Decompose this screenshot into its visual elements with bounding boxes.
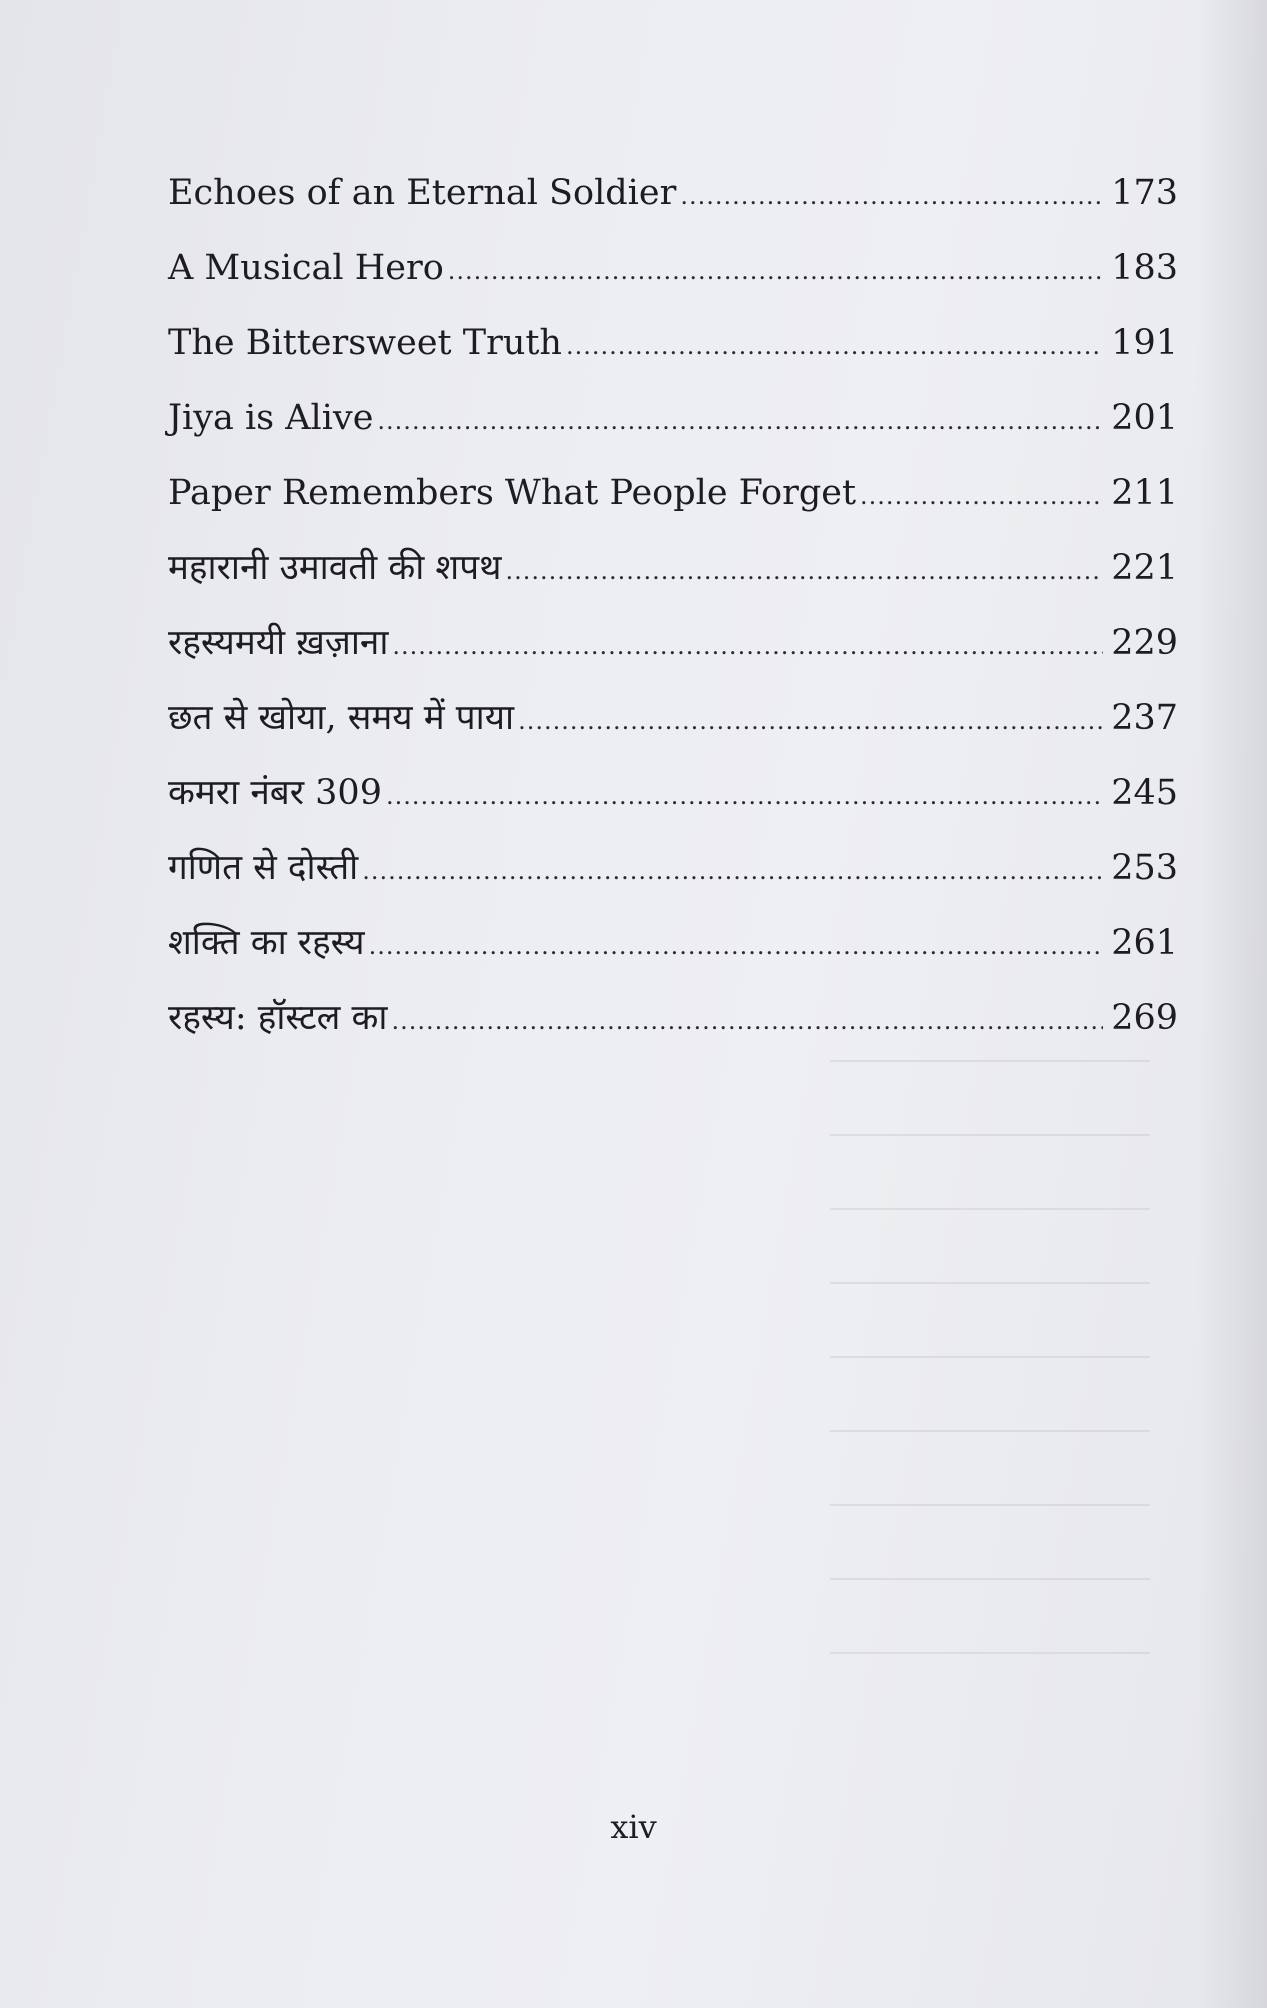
toc-entry-title: रहस्य: हॉस्टल का (168, 998, 388, 1038)
toc-entry (168, 890, 1178, 965)
toc-entry (168, 440, 1178, 515)
toc-entry-title: शक्ति का रहस्य (168, 923, 365, 963)
toc-entry (168, 590, 1178, 665)
toc-entry (168, 290, 1178, 365)
toc-entry-page: 201 (1111, 398, 1178, 438)
toc-leader-dots (377, 396, 1103, 440)
toc-entry-title: Paper Remembers What People Forget (168, 473, 857, 513)
page-number: xiv (610, 1808, 657, 1846)
toc-entry-page: 229 (1111, 623, 1178, 663)
toc-leader-dots (680, 171, 1103, 215)
toc-entry-title: कमरा नंबर 309 (168, 773, 382, 813)
toc-entry-page: 173 (1111, 173, 1178, 213)
page-edge-shadow (1197, 0, 1267, 2008)
toc-leader-dots (391, 996, 1103, 1040)
toc-entry (168, 515, 1178, 590)
toc-entry-page: 269 (1111, 998, 1178, 1038)
toc-entry (168, 665, 1178, 740)
toc-entry-page: 183 (1111, 248, 1178, 288)
table-of-contents (168, 140, 1178, 1040)
toc-entry-title: छत से खोया, समय में पाया (168, 698, 515, 738)
toc-entry (168, 965, 1178, 1040)
toc-entry (168, 215, 1178, 290)
toc-entry (168, 815, 1178, 890)
toc-leader-dots (386, 771, 1103, 815)
toc-leader-dots (392, 621, 1103, 665)
toc-entry-page: 253 (1111, 848, 1178, 888)
toc-leader-dots (505, 546, 1103, 590)
toc-entry (168, 140, 1178, 215)
toc-leader-dots (860, 471, 1103, 515)
toc-entry-page: 245 (1111, 773, 1178, 813)
toc-leader-dots (566, 321, 1103, 365)
toc-entry-page: 211 (1111, 473, 1178, 513)
toc-entry (168, 740, 1178, 815)
toc-leader-dots (362, 846, 1103, 890)
toc-entry-title: गणित से दोस्ती (168, 848, 359, 888)
toc-entry-title: रहस्यमयी ख़ज़ाना (168, 623, 389, 663)
toc-entry-title: Jiya is Alive (168, 398, 374, 438)
toc-entry-page: 261 (1111, 923, 1178, 963)
toc-entry-page: 191 (1111, 323, 1178, 363)
toc-entry-page: 221 (1111, 548, 1178, 588)
toc-leader-dots (448, 246, 1103, 290)
toc-leader-dots (518, 696, 1103, 740)
toc-entry-title: A Musical Hero (168, 248, 444, 288)
show-through-lines (830, 1060, 1150, 1760)
toc-entry-title: Echoes of an Eternal Soldier (168, 173, 677, 213)
toc-entry (168, 365, 1178, 440)
toc-leader-dots (369, 921, 1104, 965)
toc-entry-title: The Bittersweet Truth (168, 323, 562, 363)
toc-entry-title: महारानी उमावती की शपथ (168, 548, 502, 588)
toc-entry-page: 237 (1111, 698, 1178, 738)
